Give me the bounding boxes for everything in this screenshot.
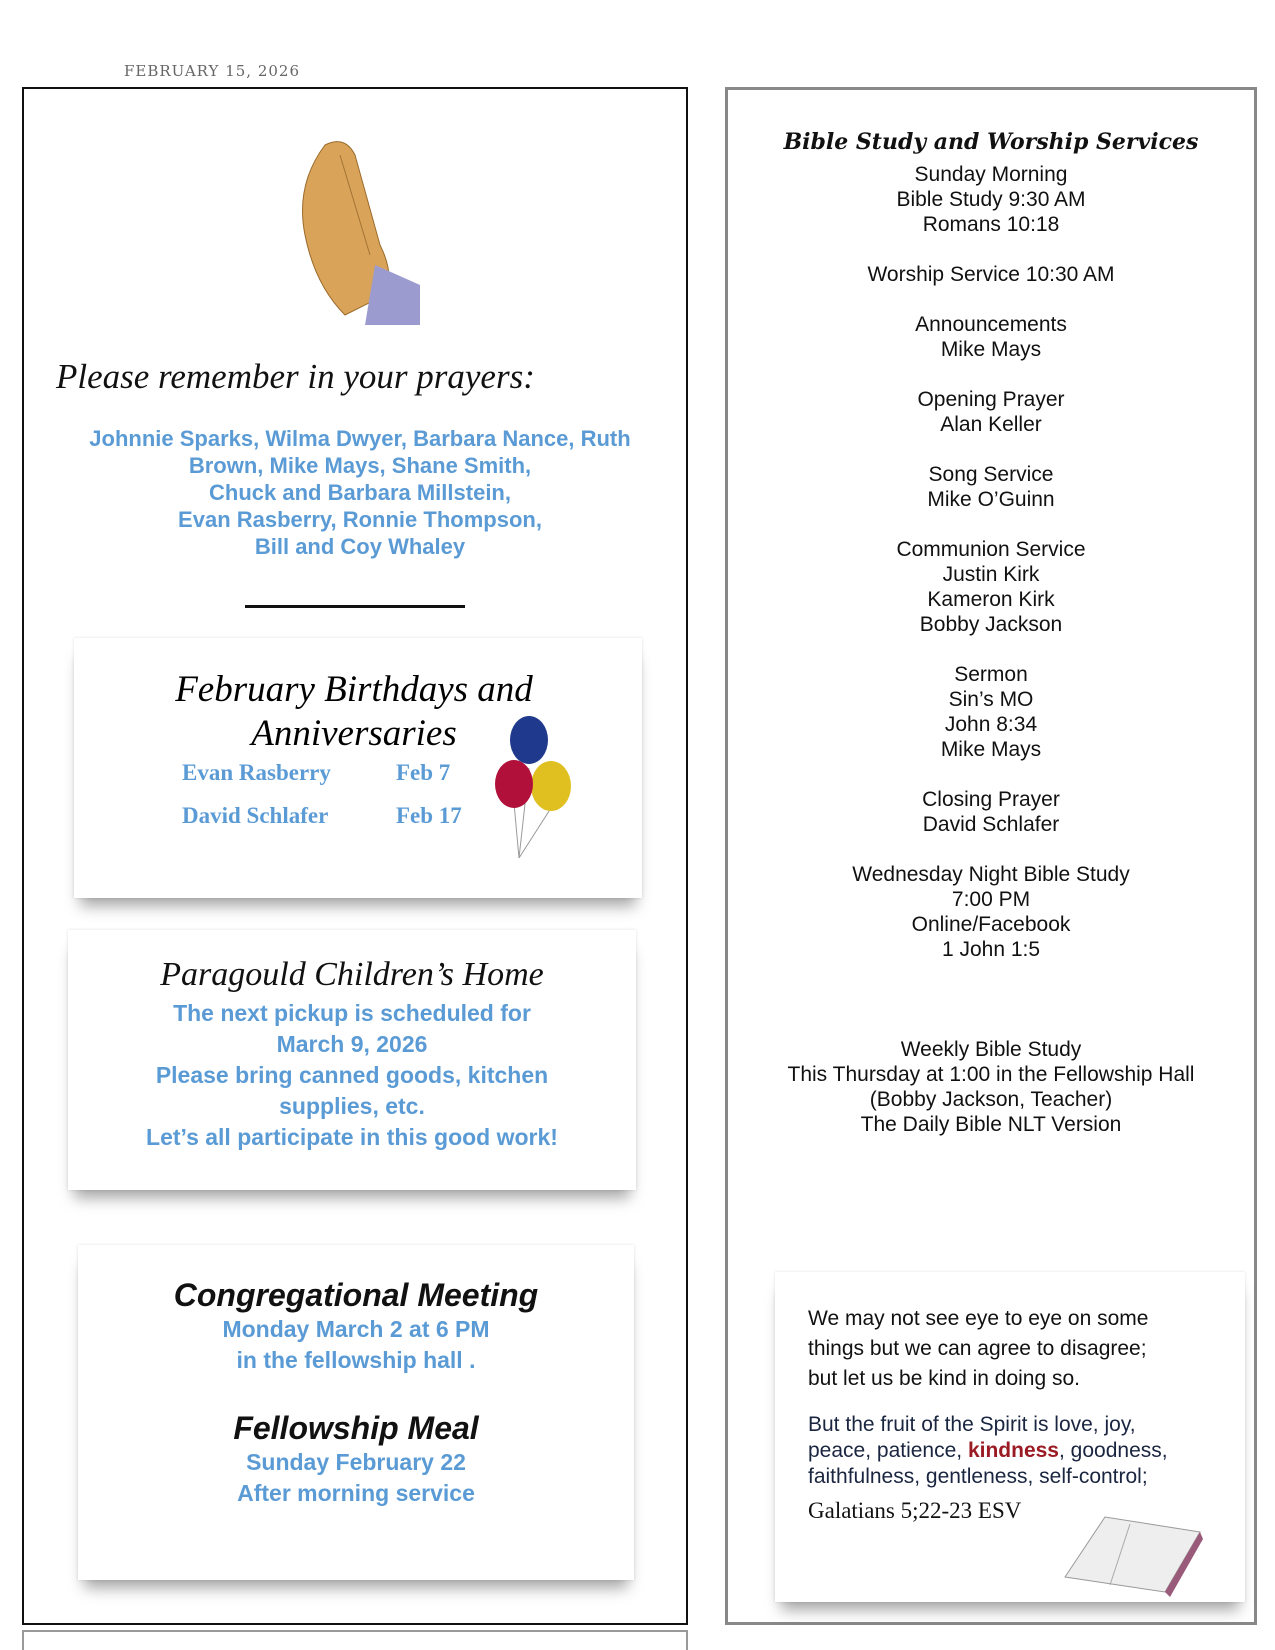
service-role: Announcements <box>915 313 1067 336</box>
quote-line: We may not see eye to eye on some <box>808 1307 1149 1330</box>
prayer-list <box>60 425 660 560</box>
verse-reference: Galatians 5;22-23 ESV <box>808 1498 1022 1523</box>
divider <box>245 605 465 608</box>
birthday-date: Feb 17 <box>396 803 462 828</box>
meeting-line: in the fellowship hall . <box>236 1347 476 1373</box>
meeting-card <box>78 1245 634 1580</box>
meeting-title: Congregational Meeting <box>173 1277 539 1313</box>
balloons-icon <box>489 708 579 873</box>
service-person: Kameron Kirk <box>927 588 1055 611</box>
prayer-line: Brown, Mike Mays, Shane Smith, <box>188 453 532 478</box>
sermon-speaker: Mike Mays <box>940 738 1042 761</box>
sunday-morning-label: Sunday Morning <box>914 163 1068 186</box>
verse-text <box>808 1412 1168 1490</box>
verse-highlight: kindness <box>967 1439 1059 1462</box>
service-person: Bobby Jackson <box>919 613 1063 636</box>
next-page-edge <box>22 1630 688 1650</box>
meal-title: Fellowship Meal <box>233 1410 479 1446</box>
service-person: Mike O’Guinn <box>927 488 1055 511</box>
quote-line: things but we can agree to disagree; <box>808 1337 1147 1360</box>
quote-card <box>775 1272 1245 1602</box>
prayers-title: Please remember in your prayers: <box>56 357 535 396</box>
prayer-line: Evan Rasberry, Ronnie Thompson, <box>178 507 542 532</box>
birthdays-card <box>74 638 642 898</box>
meal-line: After morning service <box>237 1480 475 1506</box>
childrens-home-line: The next pickup is scheduled for <box>173 1000 531 1026</box>
weekly-line: This Thursday at 1:00 in the Fellowship Hall <box>787 1063 1195 1086</box>
service-person: Alan Keller <box>940 413 1042 436</box>
childrens-home-line: Let’s all participate in this good work! <box>146 1124 558 1150</box>
meeting-line: Monday March 2 at 6 PM <box>222 1316 490 1342</box>
weekly-line: (Bobby Jackson, Teacher) <box>869 1088 1113 1111</box>
childrens-home-line: Please bring canned goods, kitchen <box>155 1062 549 1088</box>
service-role: Communion Service <box>896 538 1086 561</box>
sermon-scripture: John 8:34 <box>944 713 1038 736</box>
weekly-line: The Daily Bible NLT Version <box>860 1113 1122 1136</box>
prayer-line: Bill and Coy Whaley <box>254 534 466 559</box>
service-role: Closing Prayer <box>922 788 1060 811</box>
wednesday-line: 1 John 1:5 <box>941 938 1041 961</box>
worship-time: Worship Service 10:30 AM <box>867 263 1115 286</box>
sermon-label: Sermon <box>954 663 1028 686</box>
praying-hands-icon <box>285 135 425 325</box>
services-title: Bible Study and Worship Services <box>783 129 1199 155</box>
weekly-label: Weekly Bible Study <box>900 1038 1082 1061</box>
bulletin-date: FEBRUARY 15, 2026 <box>124 62 300 80</box>
verse-line <box>808 1438 1168 1464</box>
verse-part: peace, patience, <box>808 1439 968 1462</box>
sermon-title: Sin’s MO <box>948 688 1034 711</box>
bible-study-text: Romans 10:18 <box>922 213 1060 236</box>
service-person: Mike Mays <box>940 338 1042 361</box>
open-bible-icon <box>1055 1507 1205 1597</box>
meal-line: Sunday February 22 <box>246 1449 466 1475</box>
birthday-date: Feb 7 <box>396 760 451 785</box>
childrens-home-card <box>68 930 636 1190</box>
prayer-line: Johnnie Sparks, Wilma Dwyer, Barbara Nance, Ruth <box>89 426 631 451</box>
childrens-home-title: Paragould Children’s Home <box>160 956 544 993</box>
service-role: Opening Prayer <box>917 388 1065 411</box>
quote-line: but let us be kind in doing so. <box>808 1367 1081 1390</box>
verse-line: faithfulness, gentleness, self-control; <box>808 1465 1148 1488</box>
childrens-home-line: March 9, 2026 <box>276 1031 428 1057</box>
birthdays-title: February Birthdays and Anniversaries <box>175 669 533 754</box>
service-person: Justin Kirk <box>942 563 1040 586</box>
service-role: Song Service <box>928 463 1054 486</box>
birthday-name: David Schlafer <box>182 803 329 828</box>
bible-study-time: Bible Study 9:30 AM <box>896 188 1086 211</box>
childrens-home-line: supplies, etc. <box>279 1093 425 1119</box>
verse-line: But the fruit of the Spirit is love, joy, <box>808 1413 1136 1436</box>
wednesday-label: Wednesday Night Bible Study <box>852 863 1130 886</box>
prayer-line: Chuck and Barbara Millstein, <box>209 480 511 505</box>
wednesday-line: 7:00 PM <box>951 888 1031 911</box>
wednesday-line: Online/Facebook <box>911 913 1071 936</box>
verse-part: , goodness, <box>1059 1439 1168 1462</box>
birthday-name: Evan Rasberry <box>182 760 331 785</box>
service-person: David Schlafer <box>922 813 1060 836</box>
